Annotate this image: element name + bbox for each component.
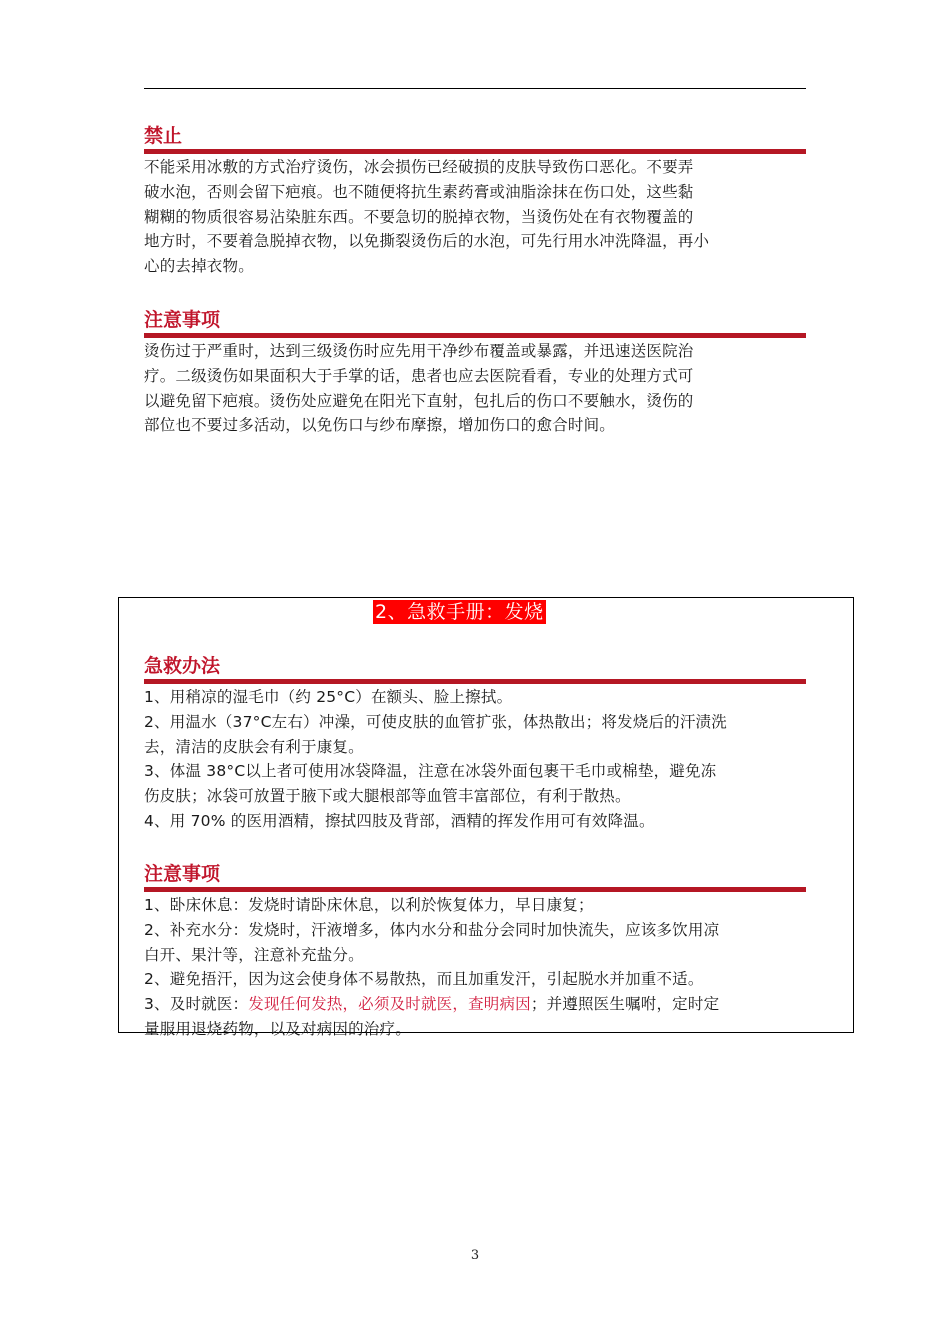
section-heading: 急救办法 [144,655,221,677]
text-line: 1、用稍凉的湿毛巾（约 25°C）在额头、脸上擦拭。 [144,688,513,706]
text-line: 不能采用冰敷的方式治疗烫伤，冰会损伤已经破损的皮肤导致伤口恶化。不要弄 [144,158,694,176]
line-suffix: ；并遵照医生嘱咐，定时定 [530,995,720,1014]
section-first-aid [144,654,806,834]
paragraph [144,893,806,1042]
text-line: 白开、果汁等，注意补充盐分。 [144,945,364,964]
heading-bar [144,887,806,892]
section-prohibited [144,124,806,279]
text-line: 伤皮肤；冰袋可放置于腋下或大腿根部等血管丰富部位，有利于散热。 [144,787,631,806]
text-line: 心的去掉衣物。 [144,257,254,276]
paragraph [144,339,806,438]
text-line: 地方时，不要着急脱掉衣物，以免撕裂烫伤后的水泡，可先行用水冲洗降温，再小 [144,232,710,251]
section-notes-burn [144,308,806,438]
text-line [144,992,806,1017]
text-line: 3、体温 38°C以上者可使用冰袋降温，注意在冰袋外面包裹干毛巾或棉垫，避免冻 [144,762,717,781]
heading-bar [144,149,806,154]
section-notes-fever [144,862,806,1042]
header-rule [144,88,806,89]
box-title: 2、急救手册：发烧 [375,601,544,623]
text-line: 破水泡，否则会留下疤痕。也不随便将抗生素药膏或油脂涂抹在伤口处，这些黏 [144,182,694,201]
text-line: 1、卧床休息：发烧时请卧床休息，以利於恢复体力，早日康复； [144,896,594,914]
section-heading: 注意事项 [144,863,221,885]
text-line: 2、用温水（37°C左右）冲澡，可使皮肤的血管扩张，体热散出；将发烧后的汗渍洗 [144,712,727,731]
text-line: 4、用 70% 的医用酒精，擦拭四肢及背部，酒精的挥发作用可有效降温。 [144,811,655,830]
text-line: 2、补充水分：发烧时，汗液增多，体内水分和盐分会同时加快流失，应该多饮用凉 [144,920,720,939]
text-line: 烫伤过于严重时，达到三级烫伤时应先用干净纱布覆盖或暴露，并迅速送医院治 [144,342,694,360]
highlight-text: 发现任何发热，必须及时就医，查明病因 [248,995,531,1014]
text-line: 2、避免捂汗，因为这会使身体不易散热，而且加重发汗，引起脱水并加重不适。 [144,970,704,989]
text-line: 糊糊的物质很容易沾染脏东西。不要急切的脱掉衣物，当烫伤处在有衣物覆盖的 [144,207,694,226]
text-line: 量服用退烧药物，以及对病因的治疗。 [144,1019,411,1038]
text-line: 去，清洁的皮肤会有利于康复。 [144,737,364,756]
text-line: 疗。二级烫伤如果面积大于手掌的话，患者也应去医院看看，专业的处理方式可 [144,366,694,385]
line-prefix: 3、及时就医： [144,995,249,1014]
heading-bar [144,333,806,338]
section-heading: 注意事项 [144,309,221,331]
heading-bar [144,679,806,684]
text-line: 部位也不要过多活动，以免伤口与纱布摩擦，增加伤口的愈合时间。 [144,416,616,435]
paragraph [144,685,806,834]
text-line: 以避免留下疤痕。烫伤处应避免在阳光下直射，包扎后的伤口不要触水，烫伤的 [144,391,694,410]
page-number: 3 [470,1248,480,1263]
section-heading: 禁止 [144,125,183,147]
paragraph [144,155,806,279]
